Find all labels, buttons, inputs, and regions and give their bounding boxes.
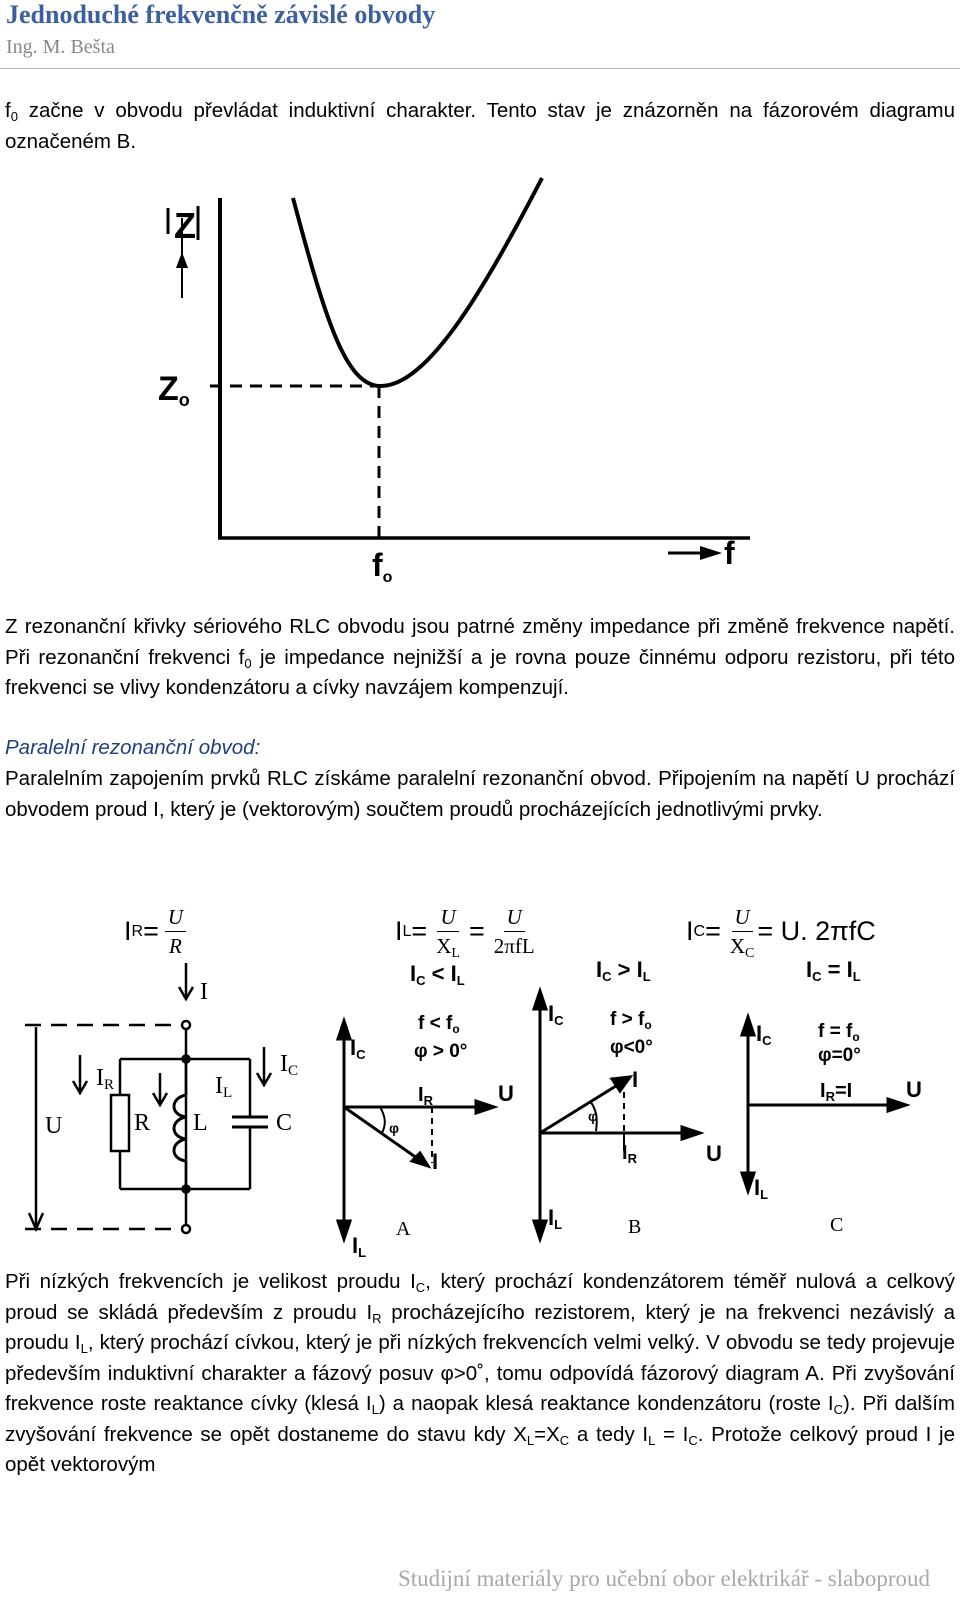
section-heading: Paralelní rezonanční obvod:	[5, 736, 261, 759]
formula-ic: I C = $\frac{U}{X_C}$ = U. 2πfC	[686, 905, 876, 961]
diagram-c-letter: C	[830, 1214, 844, 1236]
diagram-c-il: IL	[754, 1175, 769, 1202]
diagram-c-ir: $I_R=I$	[820, 1080, 853, 1104]
ic-label: IC	[280, 1051, 299, 1079]
diagram-a-i: I	[432, 1149, 439, 1174]
intro-paragraph: $f_0$ začne v obvodu převládat induktivní charakter. Tento stav je znázorněn na fázorovém diagramu označeném B.	[5, 99, 955, 153]
circuit-current-label: I	[200, 979, 208, 1005]
diagram-c-title: IC = IL	[806, 957, 861, 984]
inductor-label: L	[193, 1110, 208, 1136]
resistor-label: R	[134, 1110, 151, 1136]
diagram-a-title: IC < IL	[410, 961, 465, 988]
diagram-b-phi: φ	[588, 1108, 599, 1124]
document-author: Ing. M. Bešta	[6, 36, 115, 58]
capacitor-label: C	[276, 1110, 293, 1136]
diagram-c-condition-phi: φ=0°	[818, 1045, 861, 1066]
diagram-b-il: IL	[548, 1205, 563, 1232]
diagram-b-ic: IC	[548, 1001, 564, 1028]
il-label: IL	[215, 1073, 233, 1101]
graph-x-label: f	[724, 535, 735, 571]
resonance-paragraph: Z rezonanční křivky sériového RLC obvodu jsou patrné změny impedance při změně frekvence napětí. Při rezonanční frekvenci $f_0$ je impedance nejnižší a je rovna pouze činnému odporu rezistoru, při této frekvenci se vlivy kondenzátoru a cívky navzájem kompenzují.	[5, 615, 956, 699]
f0-label: fo	[372, 547, 393, 586]
diagram-b-u: U	[706, 1141, 722, 1166]
diagram-c-u: U	[906, 1077, 922, 1102]
diagram-c-ic: IC	[756, 1021, 772, 1048]
diagram-a-condition-f: $f < f_o$	[418, 1013, 460, 1036]
diagram-b-condition-phi: φ<0°	[610, 1037, 653, 1058]
header-divider	[0, 68, 960, 69]
graph-y-label: Z	[174, 205, 196, 246]
diagram-a-u: U	[498, 1081, 514, 1106]
diagram-a-condition-phi: φ > 0°	[414, 1041, 468, 1062]
diagram-b-ir: $I_R$	[622, 1142, 637, 1166]
z0-label: Zo	[158, 370, 190, 410]
formula-ir: I R = $\frac{U}{R}$	[124, 904, 192, 959]
diagram-a-ic: IC	[350, 1035, 366, 1062]
diagram-a-letter: A	[396, 1218, 411, 1240]
document-title: Jednoduché frekvenčně závislé obvody	[6, 0, 436, 29]
page-footer: Studijní materiály pro učební obor elektrikář - slaboproud	[397, 1566, 930, 1591]
x-arrow-head	[700, 546, 722, 560]
resonance-curve-graph	[150, 168, 770, 588]
diagram-b-title: IC > IL	[596, 957, 651, 984]
section-paragraph: Paralelním zapojením prvků RLC získáme paralelní rezonanční obvod. Připojením na napětí U prochází obvodem proud I, který je (vektorovým) součtem proudů procházejících jednotlivými prvky.	[5, 767, 955, 821]
ir-label: IR	[96, 1065, 115, 1093]
circuit-voltage-label: U	[45, 1113, 63, 1139]
diagram-c-condition-f: $f = f_o$	[818, 1021, 860, 1044]
diagram-b-condition-f: $f > f_o$	[610, 1009, 652, 1032]
circuit-and-phasor-figure	[0, 955, 960, 1265]
impedance-curve	[293, 178, 542, 386]
formula-il: I L = $\frac{U}{X_L}$ = $\frac{U}{\text{2πfL}}$	[395, 905, 535, 961]
y-arrow-head	[176, 252, 188, 268]
diagram-a-il: IL	[352, 1233, 367, 1260]
low-frequency-paragraph: Při nízkých frekvencích je velikost proudu $I_C$, který prochází kondenzátorem téměř nulová a celkový proud se skládá především z proudu $I_R$ procházejícího rezistorem, který je na frekvenci nezávislý a proudu $I_L$, který prochází cívkou, který je při nízkých frekvencích velmi velký. V obvodu se tedy projevuje především induktivní charakter a fázový posuv φ>0˚, tomu odpovídá fázorový diagram A. Při zvyšování frekvence roste reaktance cívky (klesá $I_L$) a naopak klesá reaktance kondenzátoru (roste $I_C$). Při dalším zvyšování frekvence se opět dostaneme do stavu kdy $X_L=X_C$ a tedy $I_L = I_C$. Protože celkový proud I je opět vektorovým	[5, 1270, 955, 1476]
parallel-rlc-circuit	[25, 963, 271, 1233]
diagram-b-letter: B	[628, 1216, 642, 1238]
diagram-a-phi: φ	[389, 1120, 400, 1136]
diagram-b-i: I	[632, 1067, 639, 1092]
diagram-a-ir: $I_R$	[418, 1084, 433, 1108]
